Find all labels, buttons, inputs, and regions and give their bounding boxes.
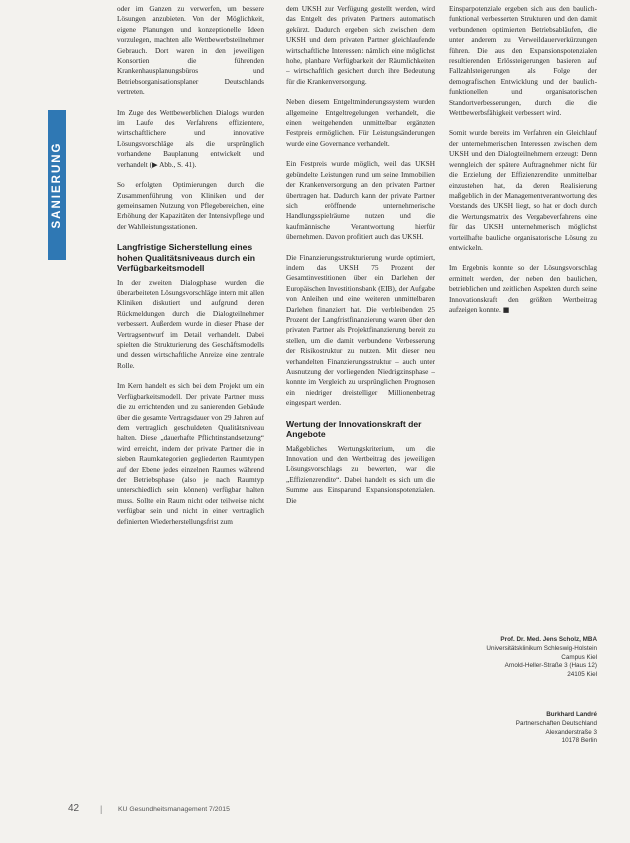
text-column-2 <box>286 4 435 812</box>
section-tab-label: SANIERUNG <box>51 141 63 229</box>
paragraph: dem UKSH zur Verfügung gestellt werden, wird das Entgelt des privaten Partners automatisch gekürzt. Dadurch ergeben sich zwischen dem UKSH und dem privaten Partner gleichlaufende wirtschaftliche Interessen: nämlich eine möglichst hohe, planbare Verfügbarkeit der Räumlichkeiten – wirtschaftlich gesichert durch ihre Bedeutung für die Krankenversorgung. <box>286 4 435 86</box>
paragraph: Somit wurde bereits im Verfahren ein Gleichlauf der unternehmerischen Interessen zwischen dem UKSH und den Dialogteilnehmern erzeugt: Denn wenngleich der spätere Auftragnehmer nicht für die Erzielung der Effizienzrendite unmittelbar einzustehen hat, da deren Realisierung maßgeblich in der Managementverantwortung des Vorstands des UKSH liegt, so hat er doch durch die Wertungsmatrix des Vergabeverfahrens eine für das UKSH unternehmerisch möglichst vorteilhafte bauliche organisatorische Lösung zu entwickeln. <box>449 128 597 252</box>
text-column-1 <box>117 4 264 812</box>
author-name: Burkhard Landré <box>546 711 597 718</box>
paragraph: Im Kern handelt es sich bei dem Projekt um ein Verfügbarkeitsmodell. Der private Partner muss die zu errichtenden und zu sanierenden Gebäude über die gesamte Vertragsdauer von 29 Jahren auf dem vertraglich geschuldeten Qualitätsniveau halten. Diese „dauerhafte Pflichtinstandsetzung“ wird erreicht, indem der private Partner die in sieben Raumkategorien gegliederten Raumtypen auf der Ebene jedes einzelnen Raumes während der Betriebsphase (also je nach Raumtyp unterschiedlich sein können) verfügbar halten muss. Sollte ein Raum nicht oder teilweise nicht verfügbar sein und nicht in einer vertraglich definierten Wiederherstellungsfrist zum <box>117 381 264 526</box>
page-number: 42 <box>68 803 80 814</box>
subheading: Langfristige Sicherstellung eines hohen Qualitätsniveaus durch ein Verfügbarkeitsmodell <box>117 242 256 274</box>
paragraph: So erfolgten Optimierungen durch die Zusammenführung von Kliniken und der gemeinsamen Nutzung von Pflegebereichen, eine Erhöhung der Kapazitäten der Intensivpflege und der Wahlleistungsstationen. <box>117 180 264 231</box>
author-address-line: 10178 Berlin <box>561 737 597 745</box>
footer-separator: | <box>100 804 103 814</box>
end-mark-icon: ■ <box>502 305 510 314</box>
author-address-line: 24105 Kiel <box>567 671 597 679</box>
author-org: Partnerschaften Deutschland <box>515 719 597 727</box>
author-block-1 <box>449 636 597 680</box>
paragraph-text: Im Ergebnis konnte so der Lösungsvorschlag ermittelt werden, der neben den baulichen, betrieblichen und zeitlichen Aspekten durch seine Innovationskraft den größten Wertbeitrag aufzeigen konnte. <box>449 263 597 314</box>
text-column-3 <box>449 4 597 624</box>
publication-name: KU Gesundheitsmanagement 7/2015 <box>118 806 230 813</box>
paragraph: Im Zuge des Wettbewerblichen Dialogs wurden im Laufe des Verfahrens effizientere, wirtschaftlichere und innovative Lösungsvorschläge als die ursprünglich vorhandene Bauplanung entwickelt und verhandelt (▶ Abb., S. 41). <box>117 107 264 169</box>
author-address-line: Arnold-Heller-Straße 3 (Haus 12) <box>504 662 597 670</box>
section-tab <box>48 110 66 260</box>
paragraph: Die Finanzierungsstrukturierung wurde optimiert, indem das UKSH 75 Prozent der Gesamtinvestitionen über ein Darlehen der Europäischen Investitionsbank (EIB), der Aufgabe von Anleihen und eine weiteren unmittelbaren Darlehen finanziert hat. Die verbleibenden 25 Prozent der Langfristfinanzierung waren über den privaten Partner als Projektfinanzierung bereit zu stellen, um die damit verbundene Verbesserung der Risikostruktur zu nutzen. Mit dieser neu verhandelten Finanzierungsstruktur – auch unter Ausnutzung der vorliegenden Niedrigzinsphase – konnte im Vergleich zu ursprünglichen Prognosen ein niedriger dreistelliger Millionenbetrag eingespart werden. <box>286 252 435 408</box>
paragraph <box>449 263 597 315</box>
paragraph: Neben diesem Entgeltminderungssystem wurden allgemeine Entgeltregelungen verhandelt, die einen weitgehenden unmittelbar ergänzten Festpreis ermöglichen. Für Leistungsänderungen wurde eine Governance verhandelt. <box>286 97 435 148</box>
subheading: Wertung der Innovationskraft der Angebote <box>286 418 422 440</box>
paragraph: Maßgebliches Wertungskriterium, um die Innovation und den Wertbeitrag des jeweiligen Lösungsvorschlags zu bewerten, war die „Effizienzrendite“. Dabei handelt es sich um die Summe aus Einsparund Expansionspotenzialen. Die <box>286 443 435 505</box>
author-address-line: Alexanderstraße 3 <box>545 728 597 736</box>
author-org: Universitätsklinikum Schleswig-Holstein <box>486 644 597 652</box>
paragraph: Einsparpotenziale ergeben sich aus den baulich-funktional verbesserten Strukturen und den damit verbundenen optimierten Betriebsabläufen, die unter anderem zu Verweildauerverkürzungen führen. Die aus den Expansionspotenzialen resultierenden Erlössteigerungen basieren auf Fallzahlsteigerungen als Folge der demografischen Entwicklung und der baulich-funktionellen und organisatorischen Standortverbesserungen, durch die die Wettbewerbsfähigkeit verbessert wird. <box>449 4 597 118</box>
author-name: Prof. Dr. Med. Jens Scholz, MBA <box>500 636 597 643</box>
author-block-2 <box>449 711 597 746</box>
author-address-line: Campus Kiel <box>561 653 597 661</box>
paragraph: Ein Festpreis wurde möglich, weil das UKSH gebündelte Leistungen rund um seine Immobilien der Krankenversorgung an den privaten Partner übertragen hat. Dadurch kann der private Partner sich eröffnende unternehmerische Handlungsspielräume nutzen und die kaufmännische Verantwortung hierfür übernehmen. Davon profitiert auch das UKSH. <box>286 159 435 242</box>
paragraph: oder im Ganzen zu verwerfen, um bessere Lösungen anzubieten. Von der Möglichkeit, eigene Planungen und konzeptionelle Ideen vorzulegen, machten alle Wettbewerbsteilnehmer Gebrauch. Dort waren in den jeweiligen Konsortien die führenden Krankenhausplanungsbüros und Betriebsorganisationsplaner Deutschlands vertreten. <box>117 4 264 97</box>
paragraph: In der zweiten Dialogphase wurden die überarbeiteten Lösungsvorschläge intern mit allen Kliniken diskutiert und aufgrund deren Rückmeldungen durch die Dialogteilnehmer verbessert. Außerdem wurde in dieser Phase der Vertragsentwurf im Detail verhandelt. Dabei spielten die Strukturierung des Geschäftsmodells und dessen wirtschaftliche Anreize eine zentrale Rolle. <box>117 277 264 370</box>
